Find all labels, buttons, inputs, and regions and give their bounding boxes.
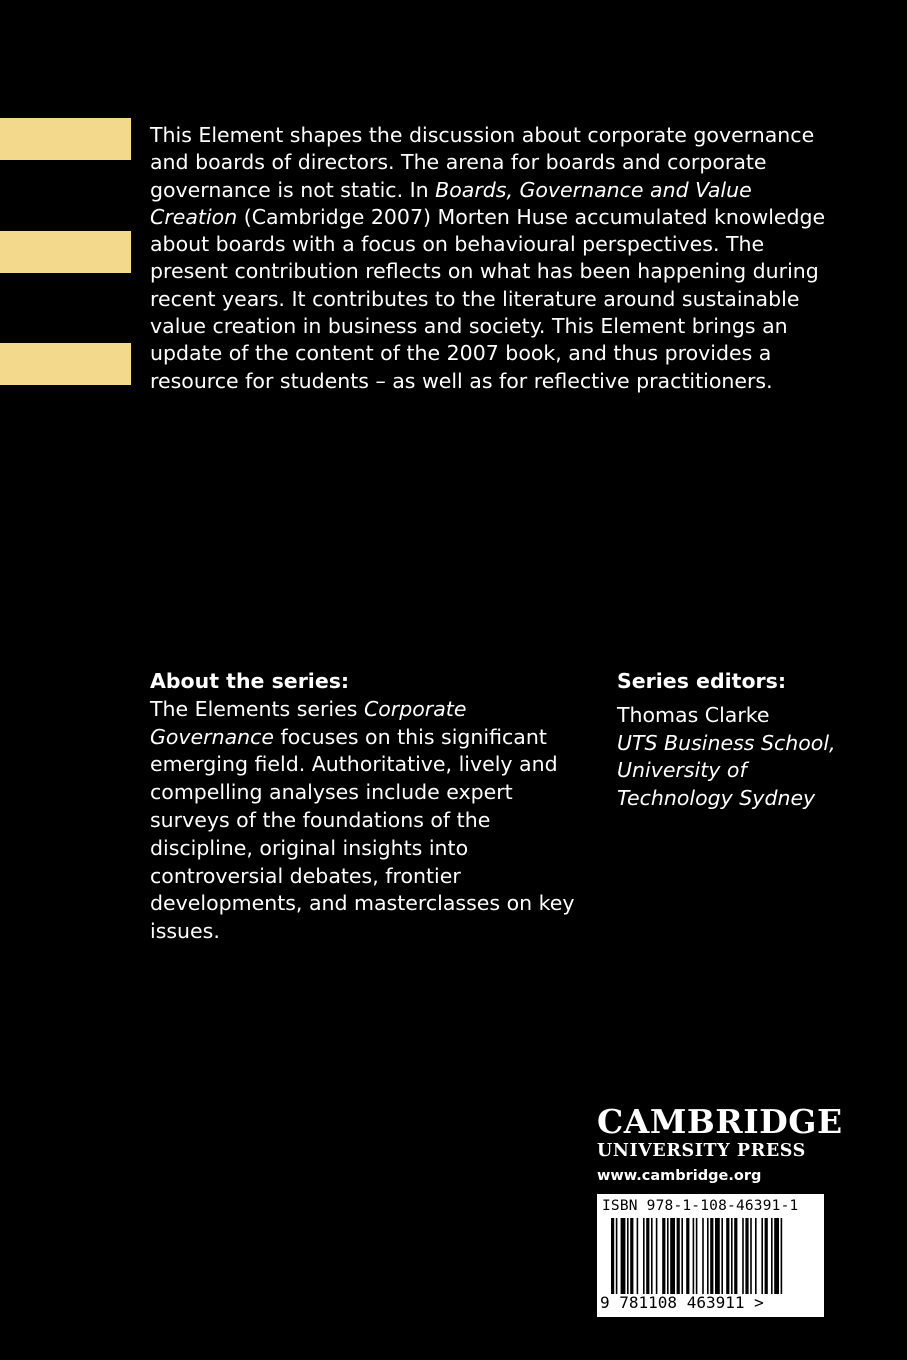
barcode-stripe bbox=[681, 1218, 683, 1294]
barcode-stripe bbox=[696, 1218, 698, 1294]
about-series-section bbox=[150, 668, 595, 946]
barcode-stripe bbox=[715, 1218, 720, 1294]
barcode-stripe bbox=[731, 1218, 733, 1294]
series-editors-heading: Series editors: bbox=[617, 669, 787, 693]
barcode-stripe bbox=[702, 1218, 704, 1294]
isbn-barcode bbox=[597, 1194, 824, 1317]
barcode-stripe bbox=[646, 1218, 649, 1294]
barcode-stripe bbox=[637, 1218, 639, 1294]
barcode-stripe bbox=[621, 1218, 626, 1294]
barcode-stripe bbox=[677, 1218, 680, 1294]
accent-bar-bottom bbox=[0, 343, 131, 385]
barcode-stripe bbox=[765, 1218, 768, 1294]
publisher-logo bbox=[597, 1102, 843, 1186]
barcode-stripe bbox=[742, 1218, 744, 1294]
barcode-stripe bbox=[611, 1218, 614, 1294]
book-title-reference: Boards, Governance and Value Creation bbox=[150, 177, 752, 229]
accent-bar-middle bbox=[0, 231, 131, 273]
barcode-stripe bbox=[721, 1218, 723, 1294]
series-editors-section bbox=[617, 668, 837, 813]
barcode-stripe bbox=[750, 1218, 752, 1294]
barcode-stripe bbox=[726, 1218, 729, 1294]
barcode-stripe bbox=[693, 1218, 695, 1294]
barcode-stripe bbox=[670, 1218, 675, 1294]
series-title: Corporate Governance bbox=[150, 696, 467, 749]
barcode-stripe bbox=[734, 1218, 737, 1294]
accent-bar-top bbox=[0, 118, 131, 160]
book-description: This Element shapes the discussion about corporate governance and boards of directors. The arena for boards and corporate governance is not static. In Boards, Governance and Value Creation (Cambridge 2007) Morten Huse accumulated knowledge about boards with a focus on behavioural perspectives. The present contribution reflects on what has been happening during recent years. It contributes to the literature around sustainable value creation in business and society. This Element brings an update of the content of the 2007 book, and thus provides a resource for students – as well as for reflective practitioners. bbox=[150, 123, 826, 393]
barcode-stripe bbox=[710, 1218, 713, 1294]
barcode-stripe bbox=[755, 1218, 757, 1294]
publisher-name-line1: CAMBRIDGE bbox=[597, 1102, 843, 1141]
barcode-stripe bbox=[771, 1218, 773, 1294]
isbn-label: ISBN 978-1-108-46391-1 bbox=[602, 1198, 799, 1214]
barcode-stripe bbox=[761, 1218, 763, 1294]
barcode-stripe bbox=[774, 1218, 779, 1294]
barcode-digits: 9 781108 463911 > bbox=[600, 1293, 764, 1312]
publisher-name-line2: UNIVERSITY PRESS bbox=[597, 1141, 806, 1161]
barcode-stripe bbox=[707, 1218, 709, 1294]
barcode-stripe bbox=[781, 1218, 783, 1294]
about-series-heading: About the series: bbox=[150, 669, 350, 693]
barcode-stripe bbox=[616, 1218, 618, 1294]
about-series-text: The Elements series Corporate Governance focuses on this significant emerging field. Authoritative, lively and compelling analyses include expert surveys of the foundations of the discipline, original insights into controversial debates, frontier developments, and masterclasses on key issues. bbox=[150, 696, 575, 944]
barcode-stripe bbox=[630, 1218, 633, 1294]
editor-affiliation: UTS Business School, University of Technology Sydney bbox=[617, 730, 836, 811]
barcode-stripe bbox=[651, 1218, 653, 1294]
publisher-url: www.cambridge.org bbox=[597, 1168, 762, 1184]
editor-name: Thomas Clarke bbox=[617, 702, 770, 727]
barcode-stripe bbox=[656, 1218, 658, 1294]
barcode-stripe bbox=[662, 1218, 665, 1294]
barcode-stripe bbox=[667, 1218, 669, 1294]
barcode-stripe bbox=[745, 1218, 748, 1294]
barcode-stripe bbox=[643, 1218, 645, 1294]
barcode-stripe bbox=[686, 1218, 689, 1294]
barcode-stripe bbox=[627, 1218, 629, 1294]
